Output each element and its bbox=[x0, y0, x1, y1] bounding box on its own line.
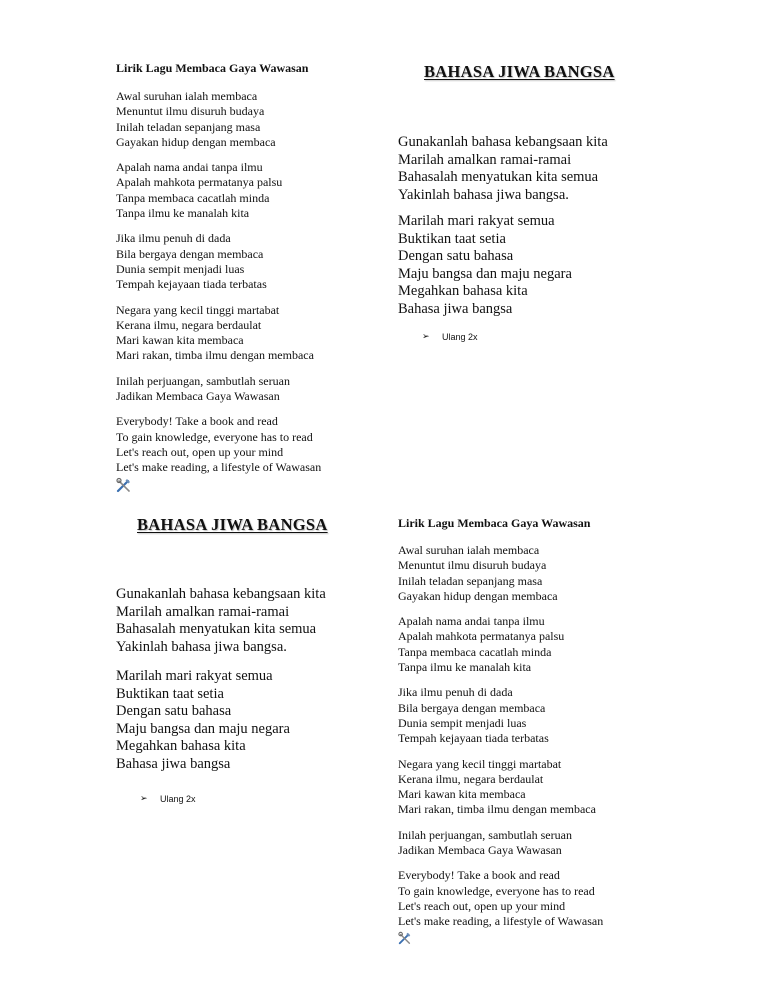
lyric-line: Menuntut ilmu disuruh budaya bbox=[116, 104, 265, 119]
stanza bbox=[398, 828, 603, 859]
stanza bbox=[398, 543, 603, 604]
lyric-line: Dunia sempit menjadi luas bbox=[398, 715, 527, 730]
lyric-line: Tanpa ilmu ke manalah kita bbox=[116, 206, 250, 221]
membaca-lyrics-top-left bbox=[116, 61, 321, 493]
lyric-line: Jika ilmu penuh di dada bbox=[398, 685, 513, 700]
arrow-bullet-icon: ➢ bbox=[140, 793, 148, 803]
lyric-line: Megahkan bahasa kita bbox=[398, 283, 528, 299]
stanza bbox=[116, 231, 321, 292]
lyric-line: Let's make reading, a lifestyle of Wawasan bbox=[116, 460, 322, 475]
lyric-line: Bahasalah menyatukan kita semua bbox=[116, 621, 317, 637]
stanza bbox=[116, 303, 321, 364]
lyric-line: Everybody! Take a book and read bbox=[398, 868, 560, 883]
tools-icon bbox=[116, 477, 321, 493]
stanza bbox=[116, 586, 328, 656]
lyric-line: Apalah nama andai tanpa ilmu bbox=[116, 160, 263, 175]
lyric-line: To gain knowledge, everyone has to read bbox=[116, 429, 313, 444]
lyric-line: Mari kawan kita membaca bbox=[116, 333, 244, 348]
lyric-line: Jika ilmu penuh di dada bbox=[116, 231, 231, 246]
membaca-lyrics-bottom-right bbox=[398, 516, 603, 945]
lyric-line: Buktikan taat setia bbox=[398, 230, 506, 247]
lyric-line: Dengan satu bahasa bbox=[116, 703, 232, 719]
membaca-title: Lirik Lagu Membaca Gaya Wawasan bbox=[398, 516, 591, 530]
stanza bbox=[398, 685, 603, 746]
lyric-line: Mari rakan, timba ilmu dengan membaca bbox=[116, 348, 314, 363]
lyric-line: Kerana ilmu, negara berdaulat bbox=[398, 771, 544, 786]
lyric-line: Dengan satu bahasa bbox=[398, 248, 514, 264]
bahasa-title: BAHASA JIWA BANGSA bbox=[137, 515, 328, 534]
stanza bbox=[398, 757, 603, 818]
lyric-line: Let's reach out, open up your mind bbox=[116, 444, 284, 459]
lyric-line: Tanpa membaca cacatlah minda bbox=[398, 644, 552, 659]
lyric-line: Tempah kejayaan tiada terbatas bbox=[398, 731, 549, 746]
repeat-note-text: Ulang 2x bbox=[160, 793, 196, 804]
lyric-line: Tanpa ilmu ke manalah kita bbox=[398, 660, 532, 675]
lyric-line: Gunakanlah bahasa kebangsaan kita bbox=[116, 586, 326, 602]
stanza bbox=[116, 374, 321, 405]
lyric-line: Tanpa membaca cacatlah minda bbox=[116, 190, 270, 205]
lyric-line: Negara yang kecil tinggi martabat bbox=[398, 756, 562, 771]
membaca-title: Lirik Lagu Membaca Gaya Wawasan bbox=[116, 61, 309, 75]
lyric-line: Apalah mahkota permatanya palsu bbox=[398, 629, 565, 644]
lyric-line: Inilah perjuangan, sambutlah seruan bbox=[398, 827, 572, 842]
lyric-line: Jadikan Membaca Gaya Wawasan bbox=[398, 843, 562, 858]
bahasa-lyrics-top-right bbox=[398, 62, 615, 342]
stanza bbox=[116, 414, 321, 475]
lyric-line: Yakinlah bahasa jiwa bangsa. bbox=[116, 638, 287, 655]
stanza bbox=[398, 614, 603, 675]
lyric-line: Jadikan Membaca Gaya Wawasan bbox=[116, 389, 280, 404]
lyric-line: Let's reach out, open up your mind bbox=[398, 898, 566, 913]
repeat-note bbox=[140, 793, 328, 804]
stanza bbox=[398, 868, 603, 929]
lyric-line: Bahasalah menyatukan kita semua bbox=[398, 169, 599, 185]
arrow-bullet-icon: ➢ bbox=[422, 331, 430, 341]
stanza bbox=[398, 134, 615, 204]
stanza bbox=[398, 213, 615, 318]
lyric-line: Menuntut ilmu disuruh budaya bbox=[398, 558, 547, 573]
lyric-line: Marilah mari rakyat semua bbox=[116, 668, 273, 684]
lyric-line: Bila bergaya dengan membaca bbox=[116, 246, 264, 261]
stanza bbox=[116, 89, 321, 150]
lyric-line: Mari kawan kita membaca bbox=[398, 787, 526, 802]
lyric-line: Buktikan taat setia bbox=[116, 685, 224, 702]
lyric-line: Dunia sempit menjadi luas bbox=[116, 261, 245, 276]
stanza bbox=[116, 668, 328, 773]
lyric-line: Maju bangsa dan maju negara bbox=[398, 265, 572, 282]
lyric-line: Apalah mahkota permatanya palsu bbox=[116, 175, 283, 190]
lyric-line: Inilah perjuangan, sambutlah seruan bbox=[116, 373, 290, 388]
lyric-line: Maju bangsa dan maju negara bbox=[116, 720, 290, 737]
lyric-line: Yakinlah bahasa jiwa bangsa. bbox=[398, 186, 569, 203]
lyric-line: Inilah teladan sepanjang masa bbox=[116, 119, 261, 134]
bahasa-lyrics-bottom-left bbox=[116, 515, 328, 804]
lyric-line: Gunakanlah bahasa kebangsaan kita bbox=[398, 134, 608, 150]
lyric-line: Gayakan hidup dengan membaca bbox=[398, 588, 558, 603]
lyric-line: Everybody! Take a book and read bbox=[116, 414, 278, 429]
lyric-line: Marilah amalkan ramai-ramai bbox=[116, 603, 290, 620]
stanza bbox=[116, 160, 321, 221]
lyric-line: Bahasa jiwa bangsa bbox=[398, 300, 513, 317]
lyric-line: Bila bergaya dengan membaca bbox=[398, 700, 546, 715]
repeat-note bbox=[422, 331, 615, 342]
lyric-line: Negara yang kecil tinggi martabat bbox=[116, 302, 280, 317]
lyric-line: To gain knowledge, everyone has to read bbox=[398, 883, 595, 898]
lyric-line: Megahkan bahasa kita bbox=[116, 738, 246, 754]
lyric-line: Awal suruhan ialah membaca bbox=[116, 89, 258, 103]
lyric-line: Marilah mari rakyat semua bbox=[398, 213, 555, 229]
lyric-line: Bahasa jiwa bangsa bbox=[116, 755, 231, 772]
lyric-line: Apalah nama andai tanpa ilmu bbox=[398, 614, 545, 629]
lyric-line: Kerana ilmu, negara berdaulat bbox=[116, 317, 262, 332]
repeat-note-text: Ulang 2x bbox=[442, 331, 478, 342]
lyric-line: Let's make reading, a lifestyle of Wawasan bbox=[398, 914, 604, 929]
lyric-line: Tempah kejayaan tiada terbatas bbox=[116, 277, 267, 292]
lyric-line: Inilah teladan sepanjang masa bbox=[398, 573, 543, 588]
tools-icon bbox=[398, 931, 603, 945]
lyric-line: Marilah amalkan ramai-ramai bbox=[398, 151, 572, 168]
lyric-line: Mari rakan, timba ilmu dengan membaca bbox=[398, 802, 596, 817]
bahasa-title: BAHASA JIWA BANGSA bbox=[424, 62, 615, 81]
lyric-line: Gayakan hidup dengan membaca bbox=[116, 134, 276, 149]
lyric-line: Awal suruhan ialah membaca bbox=[398, 543, 540, 557]
